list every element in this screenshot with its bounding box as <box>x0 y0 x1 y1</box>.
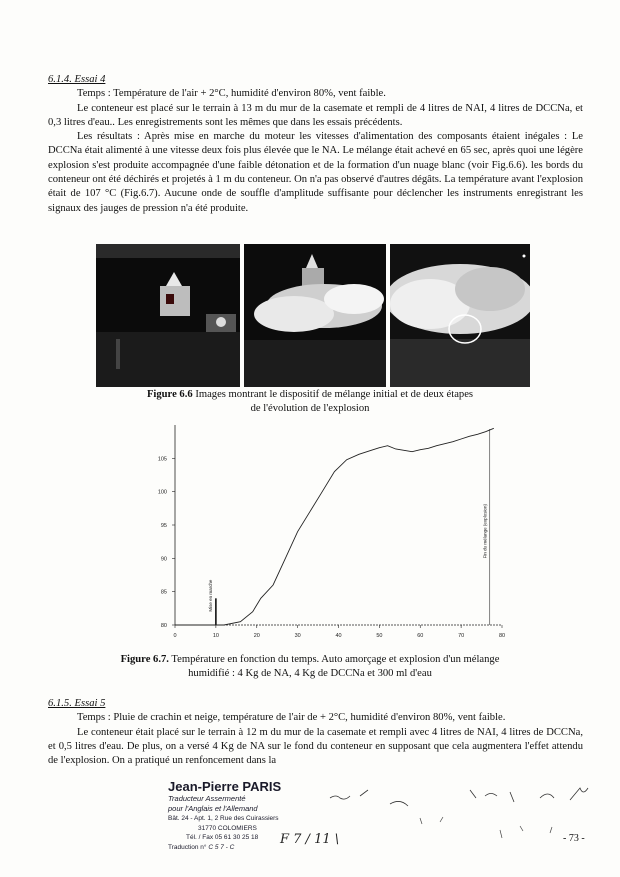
stamp-name: Jean-Pierre PARIS <box>168 779 282 794</box>
section-heading: 6.1.5. Essai 5 <box>48 698 106 709</box>
handwritten-reference: F 7 / 11 \ <box>280 832 340 847</box>
y-tick-label: 80 <box>160 623 167 629</box>
annotation-start: Mise en marche <box>207 579 213 612</box>
x-tick-label: 30 <box>294 633 301 639</box>
y-tick-label: 85 <box>160 589 167 596</box>
figure-6-6-caption <box>60 388 560 415</box>
figure-label: Figure 6.7. Température en fonction du temps. Auto amorçage et explosion d'un mélange <box>120 654 500 665</box>
stamp-line: Tél. / Fax 05 61 30 25 18 <box>186 834 259 841</box>
section-6-1-5 <box>48 697 583 768</box>
x-tick-label: 0 <box>173 633 177 639</box>
photo-initial-setup <box>96 244 240 387</box>
caption-line: humidifié : 4 Kg de NA, 4 Kg de DCCNa et 300 ml d'eau <box>188 667 432 679</box>
x-tick-label: 80 <box>498 633 506 639</box>
y-tick-label: 95 <box>160 523 167 529</box>
paragraph: Temps : Pluie de crachin et neige, température de l'air de + 2°C, humidité d'environ 80%, vent faible. <box>77 712 506 724</box>
figure-label: Figure 6.6 Images montrant le dispositif de mélange initial et de deux étapes <box>146 389 474 400</box>
y-tick-label: 105 <box>157 456 167 463</box>
y-tick-label: 90 <box>160 556 167 563</box>
figure-6-7-temperature-chart <box>140 417 530 647</box>
section-heading: 6.1.4. Essai 4 <box>48 74 106 85</box>
caption-line: de l'évolution de l'explosion <box>250 402 370 414</box>
figure-6-7-caption <box>60 653 560 680</box>
x-tick-label: 60 <box>417 633 424 639</box>
section-6-1-4 <box>48 73 583 216</box>
stamp-line: Traducteur Assermenté <box>168 794 246 803</box>
stamp-line: 31770 COLOMIERS <box>198 824 257 832</box>
photo-explosion-stage-1 <box>244 244 386 387</box>
paragraph: Le conteneur était placé sur le terrain à 12 m du mur de la casemate et rempli avec 4 litres de NAI, 4 litres de DCCNa, et 0,5 litres d'eau. De plus, on a versé 4 Kg de NA sur le fond du conteneur en supposant que cela augmentera l'effet attendu de l'explosion. On a pratiqué un renfoncement dans la <box>48 726 583 767</box>
signature-marks <box>300 778 620 858</box>
x-tick-label: 50 <box>376 633 383 639</box>
photo-explosion-stage-2 <box>390 244 530 387</box>
stamp-line: Traduction n° C 5 7 - C <box>168 843 235 851</box>
x-tick-label: 40 <box>335 633 342 639</box>
x-tick-label: 20 <box>253 633 260 639</box>
x-tick-label: 70 <box>458 633 465 639</box>
temperature-series-line <box>175 428 494 625</box>
annotation-end: Fin du mélange (explosion) <box>482 504 488 559</box>
figure-6-6-photos <box>96 244 530 387</box>
page-number: - 73 - <box>563 833 585 844</box>
paragraph: Le conteneur est placé sur le terrain à 13 m du mur de la casemate et rempli de 4 litres de NAI, 4 litres de DCCNa, et 0,3 litres d'eau.. Les enregistrements sont les mêmes que dans les essais précédents. <box>48 102 583 128</box>
stamp-line: pour l'Anglais et l'Allemand <box>168 804 258 813</box>
y-tick-label: 100 <box>157 489 167 496</box>
x-tick-label: 10 <box>212 633 219 639</box>
paragraph: Les résultats : Après mise en marche du moteur les vitesses d'alimentation des composants étaient inégales : Le DCCNa était alimenté à une vitesse deux fois plus élevée que le NA. Le mélange était achevé en 65 sec, après quoi une légère explosion s'est produite accompagnée d'une faible détonation et de la formation d'un nuage blanc (voir Fig.6.6). les bords du conteneur ont été déchirés et projetés à 1 m du conteneur. On n'a pas observé d'autres dégâts. La température avant l'explosion était de 107 °C (Fig.6.7). Aucune onde de souffle d'amplitude suffisante pour déclencher les instruments enregistrant les signaux des jauges de pression n'a été produite. <box>48 131 583 214</box>
paragraph: Temps : Température de l'air + 2°C, humidité d'environ 80%, vent faible. <box>77 88 386 100</box>
stamp-line: Bât. 24 - Apt. 1, 2 Rue des Cuirassiers <box>168 815 279 822</box>
